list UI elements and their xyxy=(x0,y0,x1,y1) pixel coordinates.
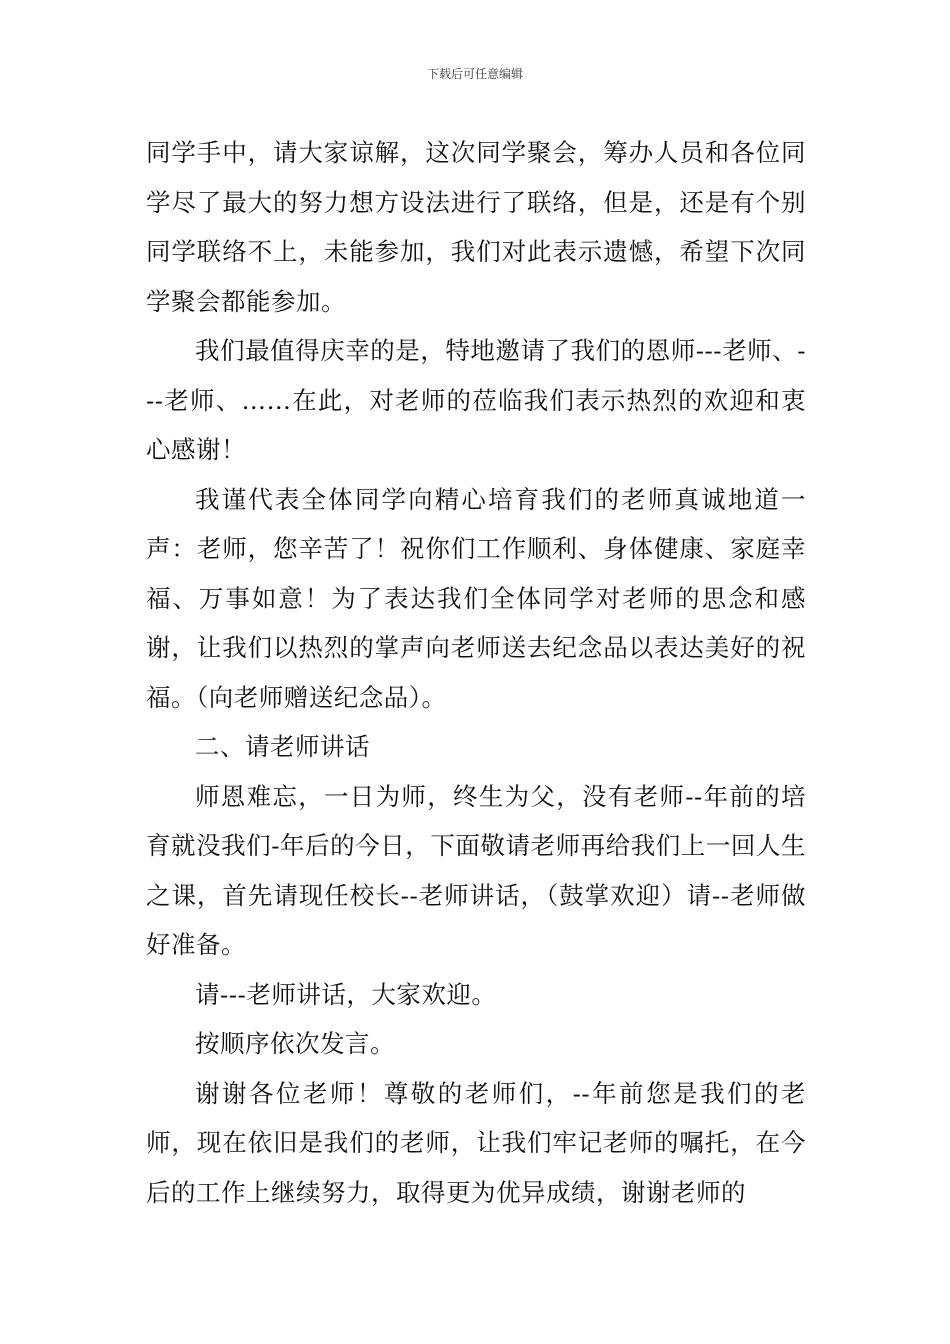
paragraph-4: 师恩难忘，一日为师，终生为父，没有老师--年前的培育就没我们-年后的今日，下面敬请老师再给我们上一回人生之课，首先请现任校长--老师讲话，（鼓掌欢迎）请--老师做好准备。 xyxy=(146,781,806,959)
paragraph-2: 我们最值得庆幸的是，特地邀请了我们的恩师---老师、---老师、……在此，对老师的莅临我们表示热烈的欢迎和衷心感谢！ xyxy=(146,336,806,464)
paragraph-6: 按顺序依次发言。 xyxy=(195,1029,395,1058)
section-heading: 二、请老师讲话 xyxy=(195,732,370,761)
paragraph-5: 请---老师讲话，大家欢迎。 xyxy=(195,979,497,1009)
paragraph-3: 我谨代表全体同学向精心培育我们的老师真诚地道一声：老师，您辛苦了！祝你们工作顺利、身体健康、家庭幸福、万事如意！为了表达我们全体同学对老师的思念和感谢，让我们以热烈的掌声向老师送去纪念品以表达美好的祝福。（向老师赠送纪念品）。 xyxy=(146,484,806,712)
document-body xyxy=(146,128,806,1217)
paragraph-1: 同学手中，请大家谅解，这次同学聚会，筹办人员和各位同学尽了最大的努力想方设法进行了联络，但是，还是有个别同学联络不上，未能参加，我们对此表示遗憾，希望下次同学聚会都能参加。 xyxy=(146,138,806,316)
page-header: 下载后可任意编辑 xyxy=(426,67,523,81)
paragraph-7: 谢谢各位老师！尊敬的老师们，--年前您是我们的老师，现在依旧是我们的老师，让我们牢记老师的嘱托，在今后的工作上继续努力，取得更为优异成绩，谢谢老师的 xyxy=(146,1078,806,1207)
